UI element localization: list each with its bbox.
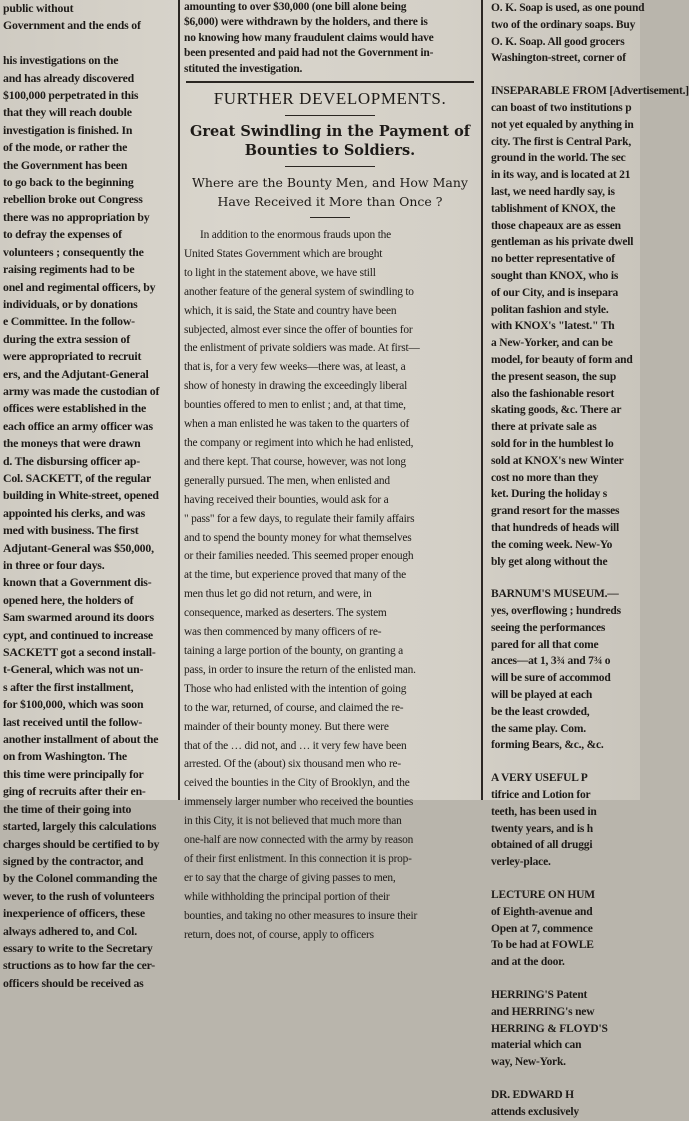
text-line: the time of their going into (3, 801, 132, 816)
text-line: stituted the investigation. (184, 62, 303, 75)
text-line (487, 1071, 640, 1087)
text-line: structions as to how far the cer- (3, 958, 155, 973)
text-line: SACKETT got a second install- (3, 645, 156, 660)
text-line: verley-place. (491, 856, 551, 869)
text-line: been presented and paid had not the Government in- (184, 47, 434, 60)
text-line: and at the door. (491, 956, 565, 969)
text-line: model, for beauty of form and (491, 353, 633, 366)
text-line: gentleman as his private dwell (491, 236, 634, 249)
text-line: Washington-street, corner of (491, 52, 626, 65)
text-line: material which can (491, 1039, 582, 1052)
text-line (487, 871, 640, 887)
text-line: charges should be certified to by (3, 836, 160, 851)
text-line: the coming week. New-Yo (491, 538, 613, 551)
text-line: can boast of two institutions p (491, 101, 632, 114)
text-line: Col. SACKETT, of the regular (3, 470, 151, 485)
text-line: men thus let go did not return, and were, in (184, 588, 372, 601)
text-line: Open at 7, commence (491, 922, 593, 935)
text-line: ceived the bounties in the City of Brooklyn, and the (184, 777, 410, 790)
text-line: officers should be received as (3, 975, 144, 990)
text-line: taining a large portion of the bounty, on granting a (184, 644, 403, 657)
text-line: wever, to the rush of volunteers (3, 888, 155, 903)
text-line: another installment of about the (3, 732, 159, 747)
text-line: $100,000 perpetrated in this (3, 88, 139, 103)
text-line (487, 67, 640, 83)
text-line: obtained of all druggi (491, 839, 593, 852)
text-line: the same play. Com. (491, 722, 586, 735)
text-line: having received their bounties, would ask for a (184, 493, 389, 506)
text-line: a New-Yorker, and can be (491, 337, 613, 350)
text-line: ances—at 1, 3¾ and 7¾ o (491, 655, 611, 668)
text-line: forming Bears, &c., &c. (491, 739, 604, 752)
text-line: always adhered to, and Col. (3, 923, 137, 938)
text-line: while withholding the principal portion of their (184, 890, 390, 903)
text-line: amounting to over $30,000 (one bill alone being (184, 1, 407, 13)
subdeck-rule (310, 217, 350, 218)
text-line: onel and regimental officers, by (3, 279, 156, 294)
text-line: cost no more than they (491, 471, 599, 484)
article-body (182, 226, 478, 944)
text-line: essary to write to the Secretary (3, 940, 153, 955)
text-line (487, 570, 640, 586)
text-line: e Committee. In the follow- (3, 314, 135, 329)
text-line: of the mode, or rather the (3, 140, 128, 155)
text-line: building in White-street, opened (3, 488, 159, 503)
deck-rule (285, 166, 375, 167)
text-line: teeth, has been used in (491, 805, 597, 818)
advertisement-column (487, 0, 689, 1121)
text-line: not yet equaled by anything in (491, 118, 634, 131)
text-line: no knowing how many fraudulent claims would have (184, 31, 434, 44)
text-line: the present season, the sup (491, 370, 617, 383)
column-rule (481, 0, 483, 800)
text-line: To be had at FOWLE (491, 939, 594, 952)
text-line: will be sure of accommod (491, 672, 611, 685)
text-line: med with business. The first (3, 523, 139, 538)
article-deck: Great Swindling in the Payment of Bounties to Soldiers. (190, 123, 470, 160)
text-line: consequence, marked as deserters. The system (184, 607, 387, 620)
text-line: that hundreds of heads will (491, 521, 619, 534)
text-line: ground in the world. The sec (491, 152, 626, 165)
text-line: Adjutant-General was $50,000, (3, 540, 154, 555)
article-subdeck: Where are the Bounty Men, and How Many Have Received it More than Once ? (192, 175, 468, 210)
text-line: no better representative of (491, 253, 615, 266)
text-line: " pass" for a few days, to regulate their family affairs (184, 512, 415, 525)
text-line: for $100,000, which was soon (3, 697, 144, 712)
left-column-text (0, 0, 176, 992)
text-line: attends exclusively (491, 1105, 579, 1118)
headline: FURTHER DEVELOPMENTS. (213, 89, 447, 109)
text-line: which, it is said, the State and country have been (184, 304, 397, 317)
text-line: Those who had enlisted with the intention of going (184, 682, 407, 695)
text-line: show of honesty in drawing the exceedingly liberal (184, 380, 408, 393)
text-line: the moneys that were drawn (3, 436, 141, 451)
text-line: $6,000) were withdrawn by the holders, and there is (184, 16, 428, 29)
text-line: when a man enlisted he was taken to the quarters of (184, 418, 410, 431)
text-line: appointed his clerks, and was (3, 505, 146, 520)
text-line: city. The first is Central Park, (491, 135, 631, 148)
text-line: offices were established in the (3, 401, 146, 416)
text-line: during the extra session of (3, 331, 130, 346)
text-line: s after the first installment, (3, 679, 134, 694)
text-line: mainder of their bounty money. But there were (184, 720, 389, 733)
text-line: that they will reach double (3, 105, 132, 120)
text-line: and to spend the bounty money for what themselves (184, 531, 412, 544)
text-line: ging of recruits after their en- (3, 784, 146, 799)
text-line: signed by the contractor, and (3, 853, 144, 868)
text-line: that is, for a very few weeks—there was, at least, a (184, 361, 406, 374)
text-line: HERRING'S Patent (491, 989, 588, 1002)
section-divider (186, 81, 474, 83)
text-line: United States Government which are brought (184, 247, 383, 260)
text-line: sold for in the humblest lo (491, 437, 614, 450)
text-line: generally pursued. The men, when enlisted and (184, 474, 390, 487)
text-line: t-General, which was not un- (3, 662, 144, 677)
text-line: the company or regiment into which he had enlisted, (184, 437, 414, 449)
text-line: subjected, almost ever since the offer of bounties for (184, 323, 413, 336)
text-line (487, 971, 640, 987)
text-line: last received until the follow- (3, 714, 143, 729)
text-line: pared for all that come (491, 638, 599, 651)
text-line: way, New-York. (491, 1056, 566, 1069)
text-line: on from Washington. The (3, 749, 127, 764)
text-line: public without (3, 1, 74, 15)
text-line: O. K. Soap. All good grocers (491, 35, 625, 48)
text-line: to go back to the beginning (3, 175, 134, 190)
text-line: and has already discovered (3, 70, 135, 85)
text-line: bounties, and taking no other measures to insure their (184, 909, 418, 922)
text-line: d. The disbursing officer ap- (3, 453, 140, 468)
text-line: to light in the statement above, we have still (184, 266, 376, 279)
text-line: inexperience of officers, these (3, 906, 145, 921)
text-line: in this City, it is not believed that much more than (184, 815, 402, 828)
text-line: pass, in order to insure the return of the enlisted man. (184, 663, 416, 676)
text-line: to the war, returned, of course, and claimed the re- (184, 701, 404, 714)
text-line: investigation is finished. In (3, 122, 133, 137)
text-line: those chapeaux are as essen (491, 219, 621, 232)
text-line: er to say that the charge of giving passes to men, (184, 871, 396, 884)
text-line: immensely larger number who received the bounties (184, 796, 414, 809)
text-line: the Government has been (3, 157, 128, 172)
text-line: also the fashionable resort (491, 387, 615, 400)
text-line: two of the ordinary soaps. Buy (491, 18, 636, 31)
text-line: there at private sale as (491, 421, 597, 434)
text-line: and HERRING's new (491, 1005, 595, 1018)
text-line: known that a Government dis- (3, 575, 152, 590)
middle-column (182, 0, 478, 941)
text-line: the enlistment of private soldiers was made. At first— (184, 342, 420, 355)
text-line: bly get along without the (491, 555, 608, 568)
text-line: bounties offered to men to enlist ; and, at that time, (184, 399, 406, 412)
text-line: sold at KNOX's new Winter (491, 454, 624, 467)
text-line: another feature of the general system of swindling to (184, 285, 414, 298)
text-line: ket. During the holiday s (491, 488, 608, 501)
text-line: seeing the performances (491, 621, 606, 634)
text-line: started, largely this calculations (3, 819, 157, 834)
text-line: A VERY USEFUL P (491, 772, 588, 785)
text-line: and there kept. That course, however, was not long (184, 455, 406, 468)
text-line: DR. EDWARD H (491, 1089, 574, 1102)
text-line: one-half are now connected with the army by reason (184, 834, 414, 847)
text-line (0, 35, 176, 52)
text-line: opened here, the holders of (3, 592, 134, 607)
text-line: at the time, but experience proved that many of the (184, 569, 406, 582)
right-column (487, 0, 689, 1118)
text-line: was then commenced by many officers of re- (184, 626, 382, 639)
text-line: tablishment of KNOX, the (491, 202, 616, 215)
column-rule (178, 0, 180, 800)
text-line: his investigations on the (3, 53, 119, 68)
text-line: of our City, and is insepara (491, 286, 619, 299)
text-line: were appropriated to recruit (3, 349, 142, 364)
text-line: individuals, or by donations (3, 296, 138, 311)
text-line: raising regiments had to be (3, 262, 135, 277)
text-line: each office an army officer was (3, 418, 153, 433)
text-line: be the least crowded, (491, 705, 590, 718)
text-line: cypt, and continued to increase (3, 627, 153, 642)
text-line: LECTURE ON HUM (491, 889, 595, 902)
text-line: in three or four days. (3, 558, 105, 572)
text-line: this time were principally for (3, 766, 144, 781)
left-column (0, 0, 176, 990)
text-line: army was made the custodian of (3, 383, 160, 398)
text-line: arrested. Of the (about) six thousand men who re- (184, 758, 401, 771)
text-line: last, we need hardly say, is (491, 185, 615, 198)
previous-article-end (182, 0, 478, 77)
text-line: HERRING & FLOYD'S (491, 1022, 608, 1035)
text-line: INSEPARABLE FROM [Advertisement.] (491, 85, 689, 98)
text-line: ers, and the Adjutant-General (3, 366, 149, 381)
text-line: or their families needed. This seemed proper enough (184, 550, 414, 563)
text-line: tifrice and Lotion for (491, 789, 591, 802)
text-line: skating goods, &c. There ar (491, 404, 622, 417)
text-line: Government and the ends of (3, 18, 141, 33)
text-line: politan fashion and style. (491, 303, 609, 316)
text-line: to defray the expenses of (3, 227, 122, 242)
text-line: return, does not, of course, apply to officers (184, 928, 374, 941)
text-line: by the Colonel commanding the (3, 871, 158, 886)
text-line: sought than KNOX, who is (491, 269, 619, 282)
text-line: Sam swarmed around its doors (3, 610, 154, 625)
text-line: of their first enlistment. In this connection it is prop- (184, 852, 412, 865)
text-line: yes, overflowing ; hundreds (491, 605, 621, 618)
text-line: of Eighth-avenue and (491, 905, 593, 918)
text-line (487, 754, 640, 770)
text-line: grand resort for the masses (491, 505, 620, 518)
text-line: will be played at each (491, 689, 593, 702)
headline-rule (285, 115, 375, 116)
text-line: BARNUM'S MUSEUM.— (491, 588, 619, 601)
text-line: with KNOX's "latest." Th (491, 320, 615, 333)
text-line: that of the … did not, and … it very few have been (184, 739, 407, 752)
text-line: In addition to the enormous frauds upon the (200, 229, 392, 242)
text-line: there was no appropriation by (3, 209, 150, 224)
text-line: O. K. Soap is used, as one pound (491, 2, 645, 14)
text-line: in its way, and is located at 21 (491, 169, 631, 182)
text-line: rebellion broke out Congress (3, 192, 143, 207)
text-line: twenty years, and is h (491, 822, 593, 835)
text-line: volunteers ; consequently the (3, 244, 144, 259)
